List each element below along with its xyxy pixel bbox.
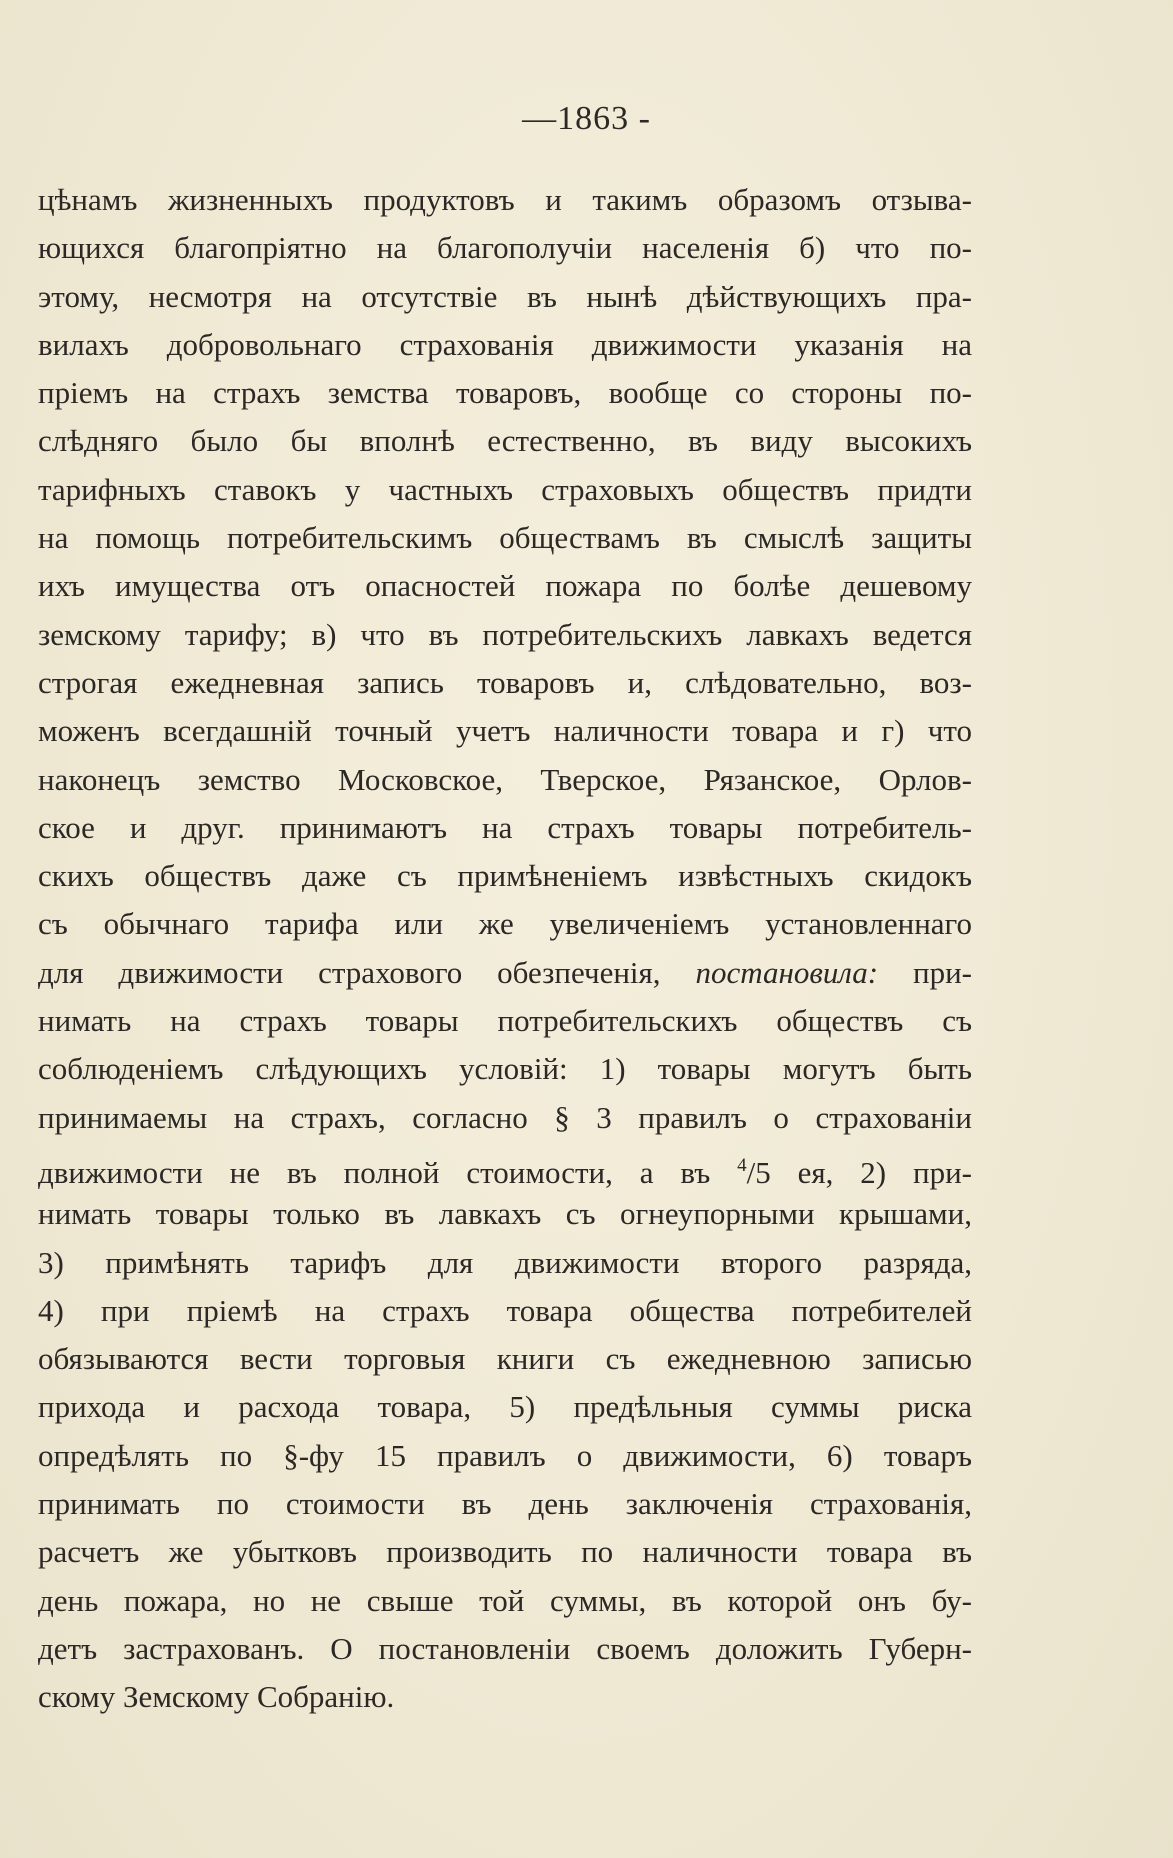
text-line: скихъ обществъ даже съ примѣненіемъ извѣстныхъ скидокъ [38, 858, 972, 894]
text-line: вилахъ добровольнаго страхованія движимости указанія на [38, 326, 972, 362]
text-line: соблюденіемъ слѣдующихъ условій: 1) товары могутъ быть [38, 1051, 972, 1087]
text-line: прихода и расхода товара, 5) предѣльныя суммы риска [38, 1389, 972, 1425]
text-line: ихъ имущества отъ опасностей пожара по болѣе дешевому [38, 568, 972, 604]
text-line-with-emphasis [38, 949, 972, 997]
fraction-denominator: /5 [746, 1154, 771, 1190]
text-line: день пожара, но не свыше той суммы, въ которой онъ бу- [38, 1582, 972, 1618]
line-segment: для движимости страхового обезпеченія, [38, 954, 661, 990]
text-line: этому, несмотря на отсутствіе въ нынѣ дѣйствующихъ пра- [38, 278, 972, 314]
text-line: опредѣлять по §-фу 15 правилъ о движимости, 6) товаръ [38, 1437, 972, 1473]
emphasized-word: постановила: [695, 954, 879, 990]
text-line: ющихся благопріятно на благополучіи населенія б) что по- [38, 230, 972, 266]
text-line: слѣдняго было бы вполнѣ естественно, въ виду высокихъ [38, 423, 972, 459]
text-line: цѣнамъ жизненныхъ продуктовъ и такимъ образомъ отзыва- [38, 182, 972, 217]
line-segment: ея, 2) при- [797, 1154, 972, 1190]
text-line: принимать по стоимости въ день заключенія страхованія, [38, 1486, 972, 1522]
text-line-with-fraction [38, 1142, 972, 1190]
text-line: детъ застрахованъ. О постановленіи своемъ доложить Губерн- [38, 1630, 972, 1666]
text-line: 3) примѣнять тарифъ для движимости второго разряда, [38, 1244, 972, 1280]
text-line: принимаемы на страхъ, согласно § 3 правилъ о страхованіи [38, 1099, 972, 1135]
text-line: моженъ всегдашній точный учетъ наличности товара и г) что [38, 713, 972, 749]
text-line: на помощь потребительскимъ обществамъ въ смыслѣ защиты [38, 520, 972, 556]
text-line: обязываются вести торговыя книги съ ежедневною записью [38, 1341, 972, 1377]
text-line: расчетъ же убытковъ производить по наличности товара въ [38, 1534, 972, 1570]
text-line: пріемъ на страхъ земства товаровъ, вообще со стороны по- [38, 375, 972, 411]
text-line: земскому тарифу; в) что въ потребительскихъ лавкахъ ведется [38, 616, 972, 652]
text-line-final: скому Земскому Собранію. [38, 1679, 395, 1715]
line-segment: движимости не въ полной стоимости, а въ [38, 1154, 711, 1190]
line-segment: при- [913, 954, 973, 990]
text-line: ское и друг. принимаютъ на страхъ товары потребитель- [38, 809, 972, 845]
text-line: нимать на страхъ товары потребительскихъ обществъ съ [38, 1003, 972, 1039]
fraction [737, 1155, 771, 1190]
fraction-numerator: 4 [737, 1154, 747, 1176]
body-text [38, 176, 972, 1722]
text-line: тарифныхъ ставокъ у частныхъ страховыхъ обществъ придти [38, 471, 972, 507]
text-line: съ обычнаго тарифа или же увеличеніемъ установленнаго [38, 906, 972, 942]
text-line: нимать товары только въ лавкахъ съ огнеупорными крышами, [38, 1196, 972, 1232]
text-line: 4) при пріемѣ на страхъ товара общества потребителей [38, 1292, 972, 1328]
page-number: —1863 - [522, 100, 651, 137]
text-line: строгая ежедневная запись товаровъ и, слѣдовательно, воз- [38, 664, 972, 700]
text-line: наконецъ земство Московское, Тверское, Рязанское, Орлов- [38, 761, 972, 797]
